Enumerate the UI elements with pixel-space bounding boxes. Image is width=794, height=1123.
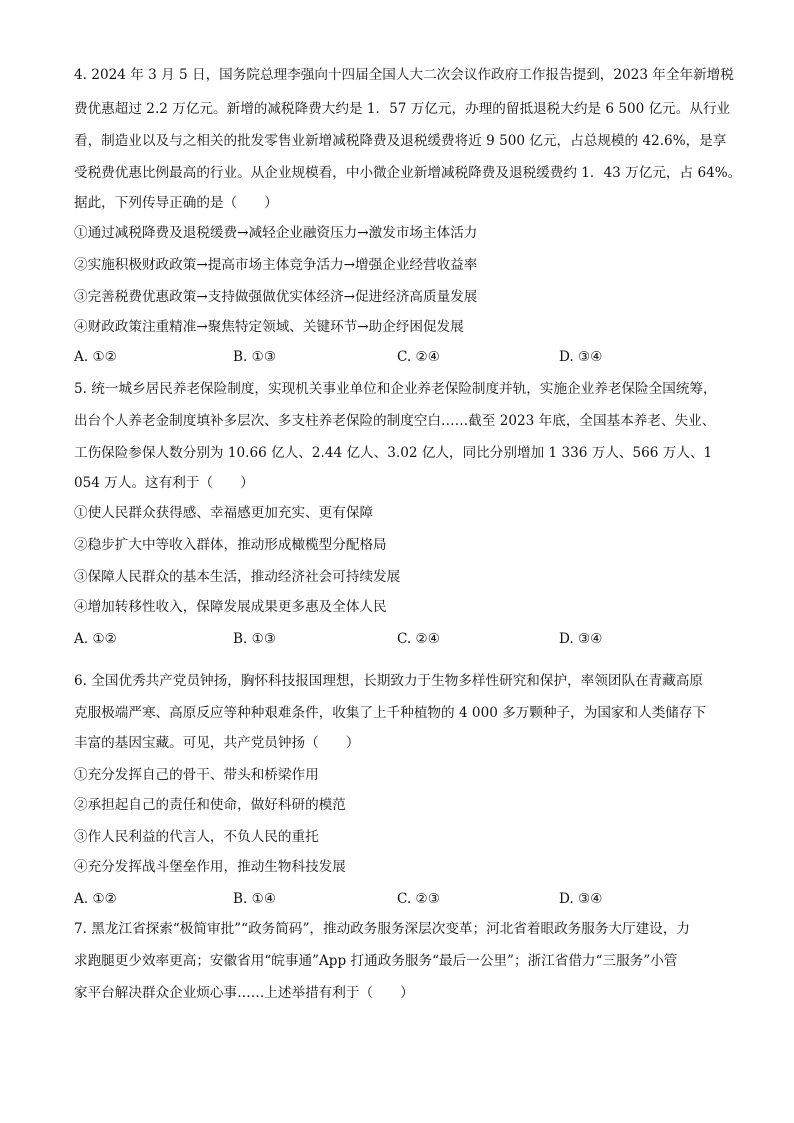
question-4-stem-line-1: 4. 2024 年 3 月 5 日，国务院总理李强向十四届全国人大二次会议作政府工作报告提到，2023 年全年新增税 <box>74 67 734 83</box>
question-6-option-c[interactable]: C. ②③ <box>397 891 440 907</box>
question-4-stem-line-5: 据此，下列传导正确的是（ ） <box>74 195 278 211</box>
question-5-statement-3: ③保障人民群众的基本生活，推动经济社会可持续发展 <box>74 569 401 585</box>
question-5-option-a[interactable]: A. ①② <box>74 631 117 647</box>
question-6-option-b[interactable]: B. ①④ <box>233 891 277 907</box>
question-4-statement-4: ④财政政策注重精准→聚焦特定领域、关键环节→助企纾困促发展 <box>74 319 464 335</box>
question-4-option-b[interactable]: B. ①③ <box>233 349 277 365</box>
question-5-stem-line-3: 工伤保险参保人数分别为 10.66 亿人、2.44 亿人、3.02 亿人，同比分别增加 1 336 万人、566 万人、1 <box>74 445 713 461</box>
question-5-option-d[interactable]: D. ③④ <box>559 631 603 647</box>
question-4-statement-2: ②实施积极财政政策→提高市场主体竞争活力→增强企业经营收益率 <box>74 257 478 273</box>
question-5-stem-line-4: 054 万人。这有利于（ ） <box>74 475 254 491</box>
question-4-option-c[interactable]: C. ②④ <box>397 349 440 365</box>
question-6-statement-1: ①充分发挥自己的骨干、带头和桥梁作用 <box>74 767 319 783</box>
question-4-statement-3: ③完善税费优惠政策→支持做强做优实体经济→促进经济高质量发展 <box>74 289 478 305</box>
question-4-statement-1: ①通过减税降费及退税缓费→减轻企业融资压力→激发市场主体活力 <box>74 225 478 241</box>
question-7-stem-line-3: 家平台解决群众企业烦心事……上述举措有利于（ ） <box>74 985 414 1001</box>
question-6-option-a[interactable]: A. ①② <box>74 891 117 907</box>
question-6-statement-3: ③作人民利益的代言人，不负人民的重托 <box>74 829 319 845</box>
question-4-option-a[interactable]: A. ①② <box>74 349 117 365</box>
question-5-option-b[interactable]: B. ①③ <box>233 631 277 647</box>
question-6-stem-line-2: 克服极端严寒、高原反应等种种艰难条件，收集了上千种植物的 4 000 多万颗种子，为国家和人类储存下 <box>74 705 707 721</box>
question-6-stem-line-1: 6. 全国优秀共产党员钟扬，胸怀科技报国理想，长期致力于生物多样性研究和保护，率领团队在青藏高原 <box>74 673 704 689</box>
question-6-option-d[interactable]: D. ③④ <box>559 891 603 907</box>
question-5-stem-line-2: 出台个人养老金制度填补多层次、多支柱养老保险的制度空白……截至 2023 年底，全国基本养老、失业、 <box>74 413 716 429</box>
question-5-statement-1: ①使人民群众获得感、幸福感更加充实、更有保障 <box>74 505 374 521</box>
question-6-statement-2: ②承担起自己的责任和使命，做好科研的模范 <box>74 797 346 813</box>
question-4-stem-line-2: 费优惠超过 2.2 万亿元。新增的减税降费大约是 1．57 万亿元，办理的留抵退税大约是 6 500 亿元。从行业 <box>74 101 731 117</box>
question-7-stem-line-1: 7. 黑龙江省探索“极简审批”“政务简码”，推动政务服务深层次变革；河北省着眼政务服务大厅建设，力 <box>74 921 691 937</box>
question-4-stem-line-3: 看，制造业以及与之相关的批发零售业新增减税降费及退税缓费将近 9 500 亿元，占总规模的 42.6%，是享 <box>74 133 727 149</box>
question-5-statement-4: ④增加转移性收入，保障发展成果更多惠及全体人民 <box>74 599 387 615</box>
question-6-stem-line-3: 丰富的基因宝藏。可见，共产党员钟扬（ ） <box>74 735 360 751</box>
question-7-stem-line-2: 求跑腿更少效率更高；安徽省用“皖事通”App 打通政务服务“最后一公里”；浙江省借力“三服务”小管 <box>74 953 678 969</box>
question-5-stem-line-1: 5. 统一城乡居民养老保险制度，实现机关事业单位和企业养老保险制度并轨，实施企业养老保险全国统筹， <box>74 381 717 397</box>
question-5-option-c[interactable]: C. ②④ <box>397 631 440 647</box>
question-4-stem-line-4: 受税费优惠比例最高的行业。从企业规模看，中小微企业新增减税降费及退税缓费约 1．43 万亿元，占 64%。 <box>74 165 742 181</box>
question-5-statement-2: ②稳步扩大中等收入群体，推动形成橄榄型分配格局 <box>74 537 387 553</box>
question-6-statement-4: ④充分发挥战斗堡垒作用，推动生物科技发展 <box>74 859 346 875</box>
question-4-option-d[interactable]: D. ③④ <box>559 349 603 365</box>
